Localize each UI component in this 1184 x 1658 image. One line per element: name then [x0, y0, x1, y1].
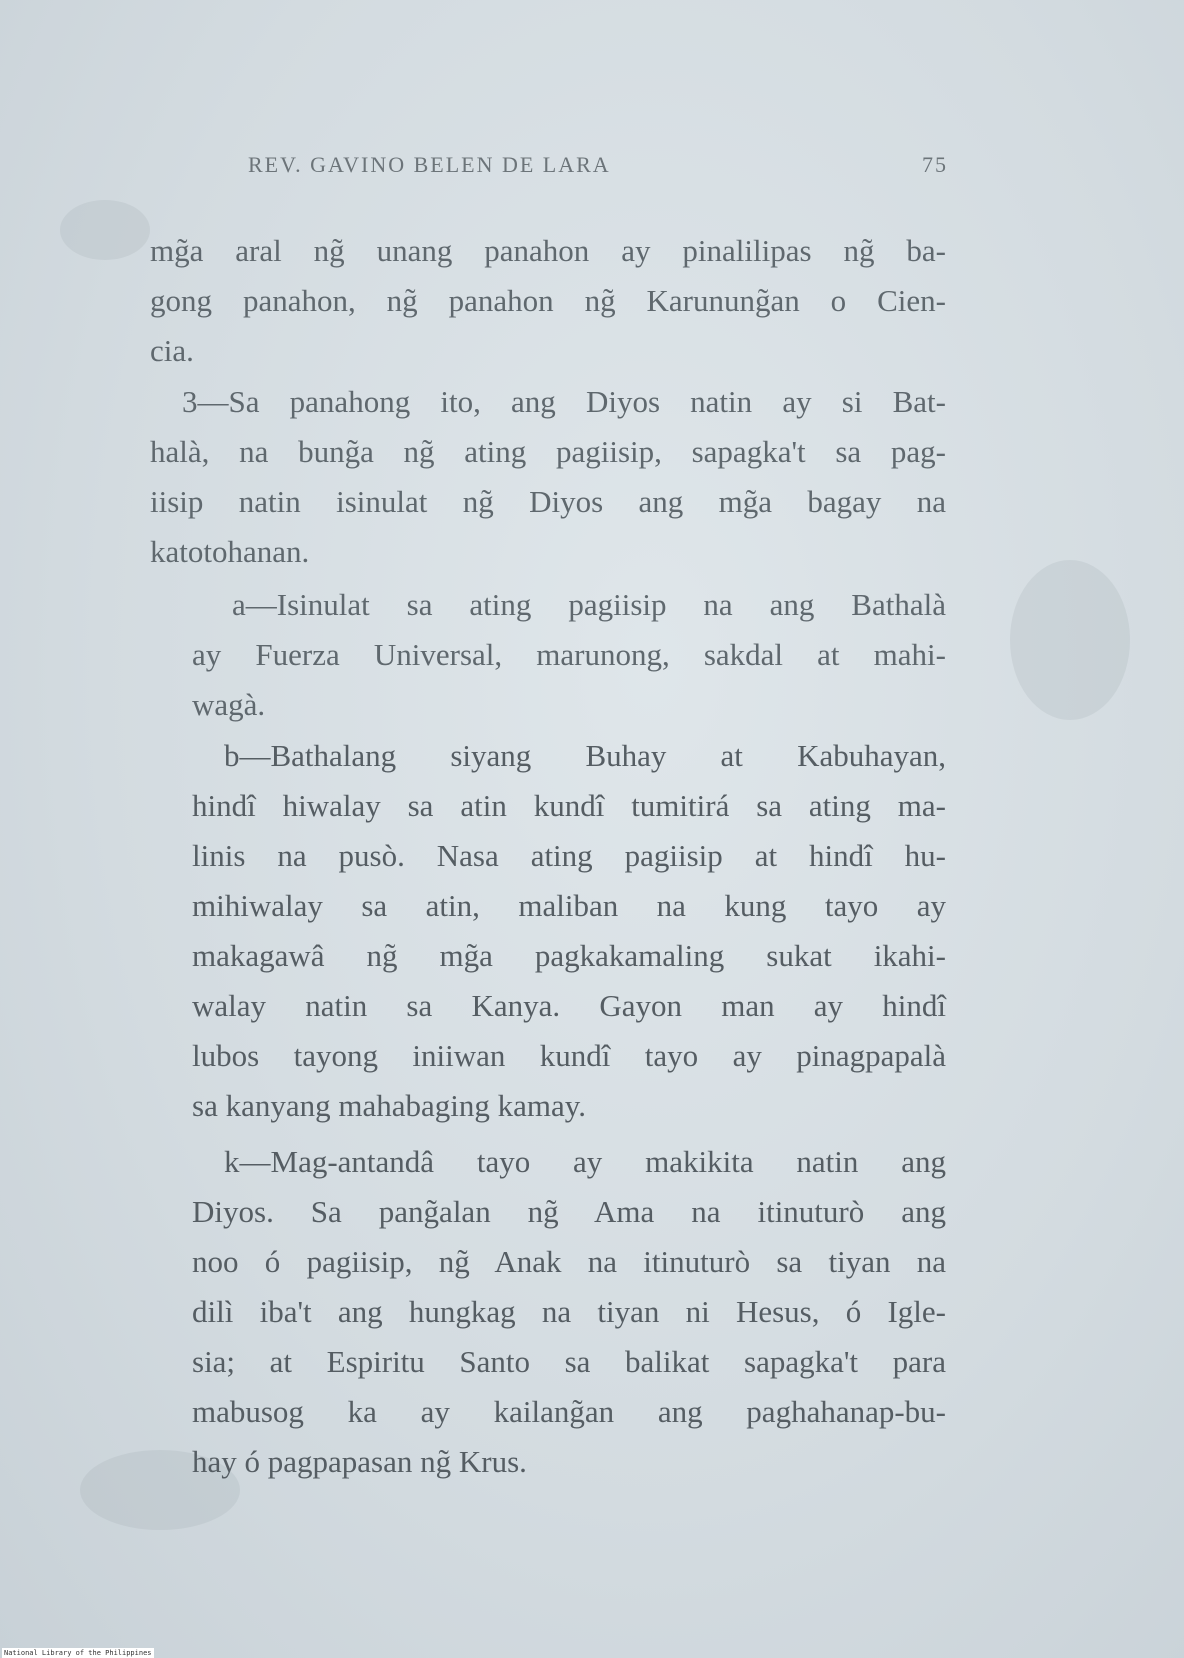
- paragraph-item-b: [192, 731, 946, 1131]
- text-line: noo ó pagiisip, ng̃ Anak na itinuturò sa tiyan na: [192, 1244, 946, 1279]
- text-line: hindî hiwalay sa atin kundî tumitirá sa ating ma-: [192, 788, 946, 823]
- text-line: mabusog ka ay kailang̃an ang paghahanap-bu-: [192, 1394, 946, 1429]
- text-line: 3—Sa panahong ito, ang Diyos natin ay si Bat-: [182, 384, 946, 419]
- paragraph-item-a: [192, 580, 946, 730]
- paragraph-section-3: [150, 377, 946, 577]
- running-header: [248, 152, 948, 192]
- page-number: 75: [922, 152, 948, 177]
- text-line: b—Bathalang siyang Buhay at Kabuhayan,: [224, 738, 946, 773]
- paper-stain: [1010, 560, 1130, 720]
- text-line: hay ó pagpapasan ng̃ Krus.: [192, 1444, 527, 1479]
- text-line: a—Isinulat sa ating pagiisip na ang Bathalà: [232, 587, 946, 622]
- text-line: cia.: [150, 333, 194, 368]
- text-line: mihiwalay sa atin, maliban na kung tayo ay: [192, 888, 946, 923]
- paper-stain: [60, 200, 150, 260]
- paragraph-item-k: [192, 1137, 946, 1487]
- paragraph-continuation: [150, 226, 946, 376]
- text-line: iisip natin isinulat ng̃ Diyos ang mg̃a bagay na: [150, 484, 946, 519]
- text-line: walay natin sa Kanya. Gayon man ay hindî: [192, 988, 946, 1023]
- text-line: dilì iba't ang hungkag na tiyan ni Hesus, ó Igle-: [192, 1294, 946, 1329]
- text-line: halà, na bung̃a ng̃ ating pagiisip, sapagka't sa pag-: [150, 434, 946, 469]
- text-line: lubos tayong iniiwan kundî tayo ay pinagpapalà: [192, 1038, 946, 1073]
- text-line: ay Fuerza Universal, marunong, sakdal at mahi-: [192, 637, 946, 672]
- text-line: k—Mag-antandâ tayo ay makikita natin ang: [224, 1144, 946, 1179]
- text-line: sia; at Espiritu Santo sa balikat sapagka't para: [192, 1344, 946, 1379]
- text-line: wagà.: [192, 687, 266, 722]
- text-line: Diyos. Sa pang̃alan ng̃ Ama na itinuturò ang: [192, 1194, 946, 1229]
- text-line: mg̃a aral ng̃ unang panahon ay pinalilipas ng̃ ba-: [150, 233, 946, 268]
- library-watermark: National Library of the Philippines: [4, 1649, 152, 1657]
- text-line: linis na pusò. Nasa ating pagiisip at hindî hu-: [192, 838, 946, 873]
- text-line: makagawâ ng̃ mg̃a pagkakamaling sukat ikahi-: [192, 938, 946, 973]
- running-title: REV. GAVINO BELEN DE LARA: [248, 152, 611, 177]
- text-line: sa kanyang mahabaging kamay.: [192, 1088, 586, 1123]
- text-line: katotohanan.: [150, 534, 310, 569]
- text-line: gong panahon, ng̃ panahon ng̃ Karunung̃an o Cien-: [150, 283, 946, 318]
